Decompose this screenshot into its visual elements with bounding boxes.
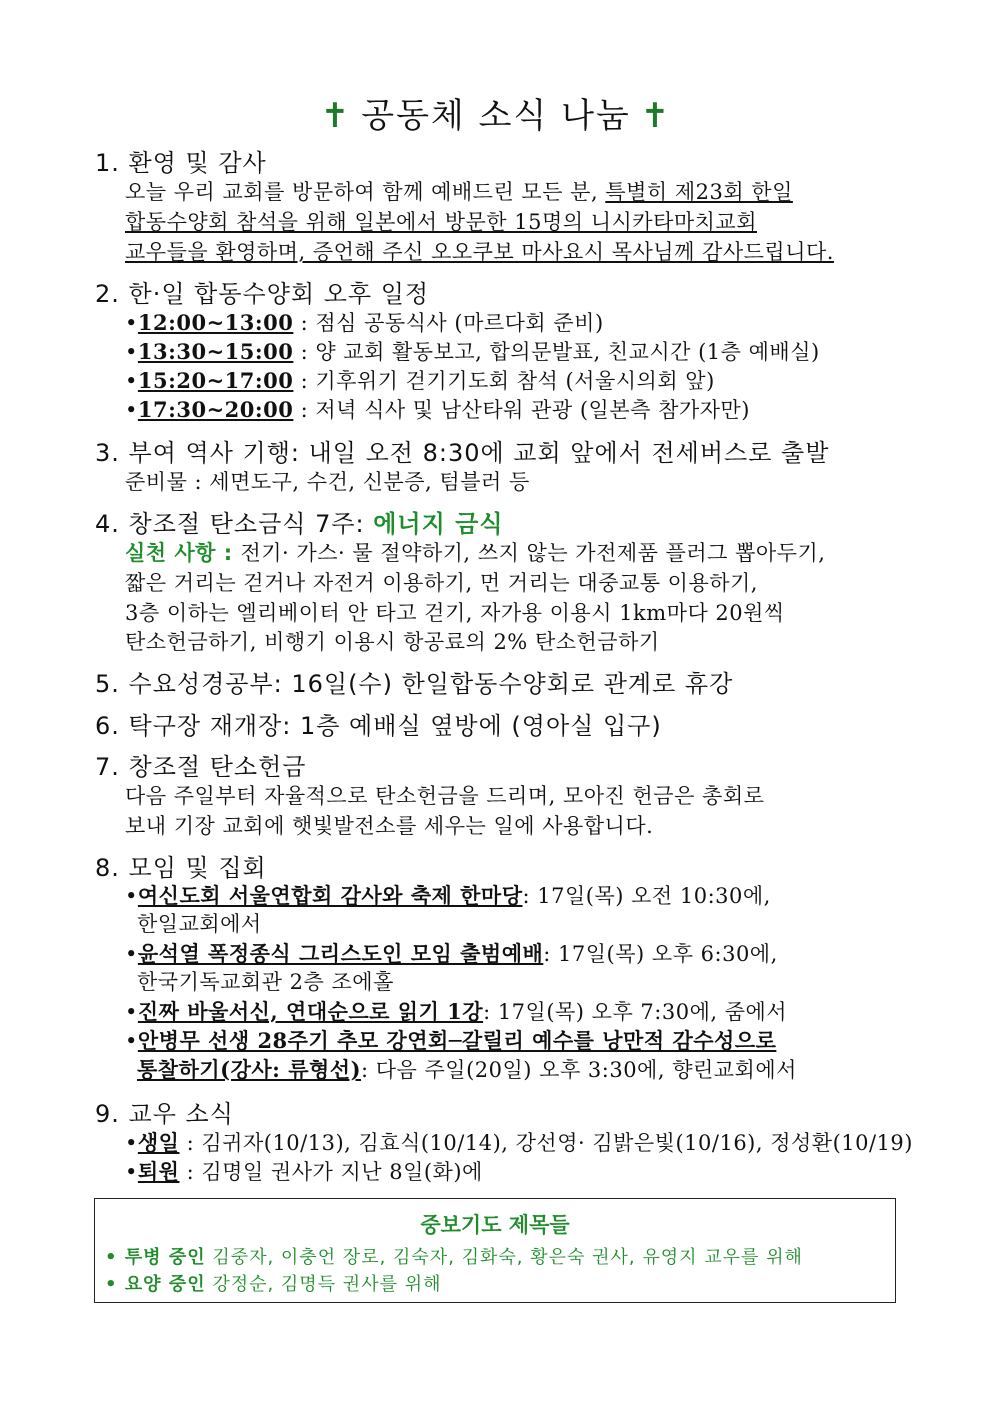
section-7-line: 보내 기장 교회에 햇빛발전소를 세우는 일에 사용합니다.	[125, 814, 654, 838]
cross-icon: ✝	[640, 96, 672, 136]
section-7-heading: 7. 창조절 탄소헌금	[95, 753, 307, 781]
news-item	[125, 1127, 913, 1157]
schedule-time: 13:30~15:00	[137, 339, 294, 364]
section-7-line: 다음 주일부터 자율적으로 탄소헌금을 드리며, 모아진 헌금은 총회로	[125, 784, 765, 808]
prayer-item	[105, 1243, 803, 1269]
bullet: •	[125, 942, 138, 966]
section-1-underlined: 특별히 제23회 한일	[605, 180, 793, 204]
section-5-heading: 5. 수요성경공부: 16일(수) 한일합동수양회로 관계로 휴강	[95, 670, 734, 698]
bullet: •	[125, 398, 138, 422]
schedule-item	[125, 365, 715, 395]
bullet: •	[125, 1000, 138, 1024]
section-8-heading: 8. 모임 및 집회	[95, 854, 267, 882]
discharge-label: 퇴원	[137, 1159, 180, 1184]
bullet: •	[125, 1029, 138, 1053]
schedule-time: 12:00~13:00	[137, 310, 294, 335]
section-4-heading-highlight: 에너지 금식	[373, 510, 504, 538]
meeting-title: 통찰하기(강사: 류형선)	[137, 1057, 362, 1082]
section-1-line: 합동수양회 참석을 위해 일본에서 방문한 15명의 니시카타마치교회	[125, 210, 757, 234]
meeting-title: 안병무 선생 28주기 추모 강연회─갈릴리 예수를 낭만적 감수성으로	[137, 1028, 777, 1053]
section-4-heading	[95, 504, 504, 539]
prayer-title: 중보기도 제목들	[420, 1213, 570, 1237]
schedule-time: 15:20~17:00	[137, 368, 294, 393]
bullet: •	[125, 1160, 138, 1184]
schedule-desc: : 점심 공동식사 (마르다회 준비)	[293, 311, 604, 335]
schedule-time: 17:30~20:00	[137, 397, 294, 422]
section-3-line: 준비물 : 세면도구, 수건, 신분증, 텀블러 등	[125, 470, 530, 494]
prayer-label: • 요양 중인	[105, 1274, 206, 1295]
meeting-title: 진짜 바울서신, 연대순으로 읽기 1강	[137, 999, 484, 1024]
schedule-desc: : 저녁 식사 및 남산타워 관광 (일본측 참가자만)	[293, 398, 750, 422]
prayer-text: 강정순, 김명득 권사를 위해	[205, 1274, 442, 1295]
section-1-line: 교우들을 환영하며, 증언해 주신 오오쿠보 마사요시 목사님께 감사드립니다.	[125, 240, 834, 264]
birthday-label: 생일	[137, 1130, 180, 1155]
section-4-line	[125, 537, 825, 567]
news-item	[125, 1156, 483, 1186]
schedule-item	[125, 307, 604, 337]
meeting-item	[125, 938, 778, 968]
bullet: •	[125, 340, 138, 364]
cross-icon: ✝	[320, 96, 352, 136]
meeting-detail: : 다음 주일(20일) 오후 3:30에, 향린교회에서	[361, 1058, 797, 1082]
bullet: •	[125, 884, 138, 908]
section-3-heading: 3. 부여 역사 기행: 내일 오전 8:30에 교회 앞에서 전세버스로 출발	[95, 439, 830, 467]
schedule-desc: : 기후위기 걷기기도회 참석 (서울시의회 앞)	[293, 369, 715, 393]
schedule-desc: : 양 교회 활동보고, 합의문발표, 친교시간 (1층 예배실)	[293, 340, 820, 364]
practice-label: 실천 사항 :	[125, 541, 241, 565]
meeting-item	[125, 996, 787, 1026]
bullet: •	[125, 369, 138, 393]
prayer-text: 김중자, 이충언 장로, 김숙자, 김화숙, 황은숙 권사, 유영지 교우를 위해	[205, 1247, 803, 1268]
section-9-heading: 9. 교우 소식	[95, 1100, 234, 1128]
meeting-detail: 한일교회에서	[137, 912, 262, 936]
prayer-item	[105, 1270, 441, 1296]
bullet: •	[125, 311, 138, 335]
schedule-item	[125, 394, 750, 424]
meeting-item-continued	[137, 1054, 797, 1084]
section-1-text: 오늘 우리 교회를 방문하여 함께 예배드린 모든 분,	[125, 180, 606, 204]
page-title	[0, 88, 992, 137]
meeting-title: 여신도회 서울연합회 감사와 축제 한마당	[137, 883, 523, 908]
section-6-heading: 6. 탁구장 재개장: 1층 예배실 옆방에 (영아실 입구)	[95, 712, 662, 740]
discharge-text: : 김명일 권사가 지난 8일(화)에	[179, 1160, 483, 1184]
meeting-title: 윤석열 폭정종식 그리스도인 모임 출범예배	[137, 941, 544, 966]
prayer-box	[94, 1198, 896, 1303]
birthday-text: : 김귀자(10/13), 김효식(10/14), 강선영· 김밝은빛(10/16), 정성환(10/19)	[179, 1131, 913, 1155]
meeting-detail: : 17일(목) 오후 6:30에,	[543, 942, 778, 966]
bullet: •	[125, 1131, 138, 1155]
meeting-detail: 한국기독교회관 2층 조에홀	[137, 970, 394, 994]
section-4-line: 탄소헌금하기, 비행기 이용시 항공료의 2% 탄소헌금하기	[125, 630, 660, 654]
prayer-label: • 투병 중인	[105, 1247, 206, 1268]
section-4-line: 3층 이하는 엘리베이터 안 타고 걷기, 자가용 이용시 1km마다 20원씩	[125, 601, 785, 625]
schedule-item	[125, 336, 820, 366]
meeting-detail: : 17일(목) 오전 10:30에,	[522, 884, 771, 908]
section-4-line: 짧은 거리는 걷거나 자전거 이용하기, 먼 거리는 대중교통 이용하기,	[125, 571, 758, 595]
section-1-heading: 1. 환영 및 감사	[95, 149, 267, 177]
section-4-text: 전기· 가스· 물 절약하기, 쓰지 않는 가전제품 플러그 뽑아두기,	[240, 541, 826, 565]
section-2-heading: 2. 한·일 합동수양회 오후 일정	[95, 280, 430, 308]
section-1-line	[125, 176, 793, 206]
meeting-detail: : 17일(목) 오후 7:30에, 줌에서	[483, 1000, 788, 1024]
section-4-heading-text: 4. 창조절 탄소금식 7주:	[95, 510, 374, 538]
meeting-item	[125, 880, 771, 910]
page-title-text: 공동체 소식 나눔	[361, 96, 631, 136]
meeting-item	[125, 1025, 776, 1055]
